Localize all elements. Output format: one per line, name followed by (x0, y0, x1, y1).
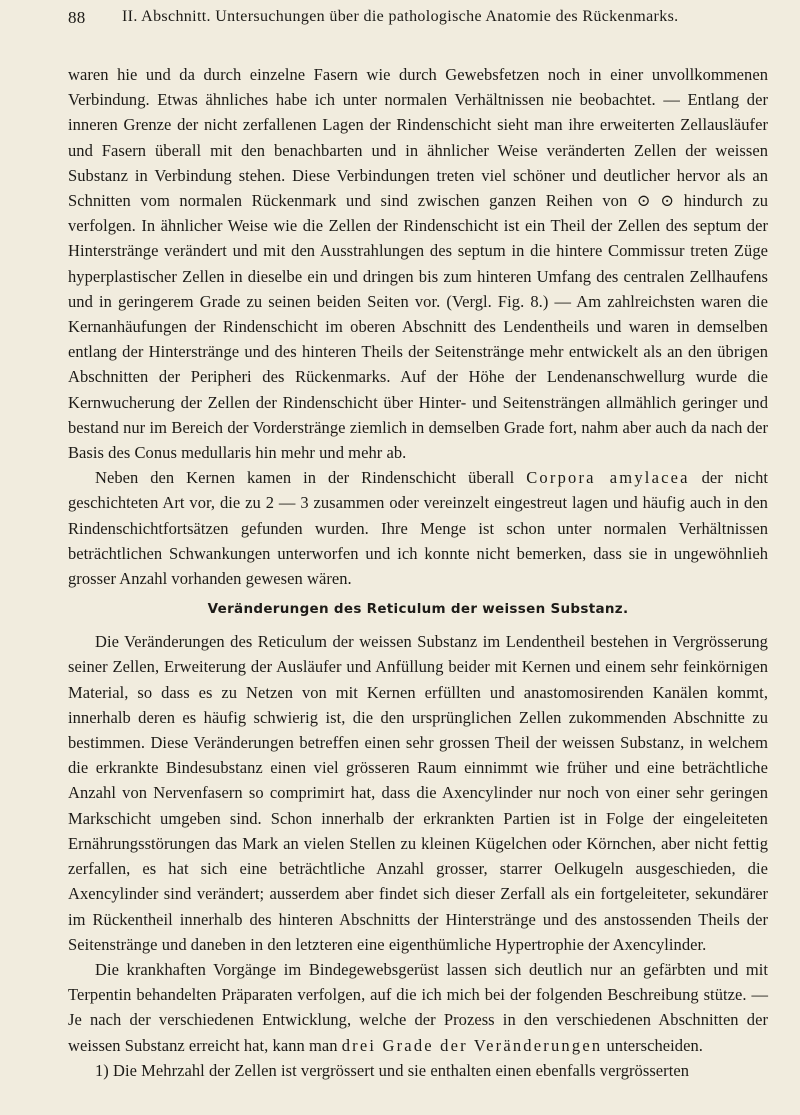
running-head: II. Abschnitt. Untersuchungen über die pathologische Anatomie des Rückenmarks. (122, 8, 679, 25)
body-text (68, 62, 768, 1083)
paragraph-text: Die krankhaften Vorgänge im Bindegewebsgerüst lassen sich deutlich nur an gefärbten und mit Terpentin behandelten Präparaten verfolgen, auf die ich mich bei der folgenden Beschreibung stütze. — Je nach der verschiedenen Entwicklung, welche der Prozess in den verschiedenen Abschnitten der weissen Substanz erreicht hat, kann man (68, 959, 768, 1055)
emphasized-term: Corpora amylacea (526, 468, 690, 488)
paragraph: 1) Die Mehrzahl der Zellen ist vergrössert und sie enthalten einen ebenfalls vergrösserten (95, 1060, 690, 1080)
paragraph: Die Veränderungen des Reticulum der weissen Substanz im Lendentheil bestehen in Vergrösserung seiner Zellen, Erweiterung der Ausläufer und Anfüllung beider mit Kernen und einem sehr feinkörnigen Material, so dass es zu Netzen von mit Kernen erfüllten und anastomosirenden Kanälen kommt, innerhalb deren es häufig schwierig ist, die den ursprünglichen Zellen zukommenden Abschnitte zu bestimmen. Diese Veränderungen betreffen einen sehr grossen Theil der weissen Substanz, in welchem die erkrankte Bindesubstanz einen viel grösseren Raum einnimmt wie früher und eine beträchtliche Anzahl von Nervenfasern so comprimirt hat, dass die Axencylinder nur noch von einer sehr geringen Markschicht umgeben sind. Schon innerhalb der erkrankten Partien ist in Folge der eingeleiteten Ernährungsstörungen das Mark an vielen Stellen zu kleinen Kügelchen oder Körnchen, aber nicht fettig zerfallen, es hat sich eine beträchtliche Anzahl grosser, starrer Oelkugeln ausgeschieden, die Axencylinder sind verändert; ausserdem aber findet sich dieser Zerfall als ein fortgeleiteter, sekundärer im Rückentheil innerhalb des hinteren Abschnitts der Hinterstränge und des anstossenden Theils der Seitenstränge und daneben in den letzteren eine eigenthümliche Hypertrophie der Axencylinder. (68, 632, 768, 954)
paragraph-text: der nicht geschichteten Art vor, die zu 2 — 3 zusammen oder vereinzelt eingestreut lagen und häufig auch in den Rindenschichtfortsätzen gefunden wurden. Ihre Menge ist schon unter normalen Verhältnissen beträchtlichen Schwankungen unterworfen und ich konnte nicht bemerken, dass sie in ungewöhnlieh grosser Anzahl vorhanden gewesen wären. (68, 468, 769, 589)
paragraph-corpora-amylacea (68, 465, 768, 591)
section-heading: Veränderungen des Reticulum der weissen Substanz. (207, 601, 629, 618)
emphasized-term: drei Grade der Veränderungen (341, 1035, 603, 1055)
paragraph-grades (68, 957, 768, 1058)
paragraph: waren hie und da durch einzelne Fasern wie durch Gewebsfetzen noch in einer unvollkommenen Verbindung. Etwas ähnliches habe ich unter normalen Verhältnissen nie beobachtet. — Entlang der inneren Grenze der nicht zerfallenen Lagen der Rindenschicht sieht man ihre erweiterten Zellausläufer und Fasern überall mit den benachbarten und in ähnlicher Weise veränderten Zellen der weissen Substanz in Verbindung stehen. Diese Verbindungen treten viel schöner und deutlicher hervor als an Schnitten vom normalen Rückenmark und sind zwischen ganzen Reihen von ⊙ ⊙ hindurch zu verfolgen. In ähnlicher Weise wie die Zellen der Rindenschicht ist ein Theil der Zellen des septum der Hinterstränge verändert und mit den Ausstrahlungen des septum in die hintere Commissur treten Züge hyperplastischer Zellen in dieselbe ein und dringen bis zum hinteren Umfang des centralen Zellhaufens und in geringerem Grade zu seinen beiden Seiten vor. (Vergl. Fig. 8.) — Am zahlreichsten waren die Kernanhäufungen der Rindenschicht im oberen Abschnitt des Lendentheils und waren in demselben entlang der Hinterstränge und des hinteren Theils der Seitenstränge mehr entwickelt als an den übrigen Abschnitten der Peripheri des Rückenmarks. Auf der Höhe der Lendenanschwellurg wurde die Kernwucherung der Zellen der Rindenschicht über Hinter- und Seitensträngen allmählich geringer und bestand nur im Bereich der Vorderstränge ziemlich in demselben Grade fort, nahm aber auch da nach der Basis des Conus medullaris hin mehr und mehr ab. (68, 65, 768, 463)
page-number: 88 (68, 8, 86, 27)
page-header (0, 0, 800, 40)
paragraph-text: Neben den Kernen kamen in der Rindenschicht überall (95, 468, 527, 488)
paragraph-text: unterscheiden. (602, 1035, 703, 1055)
